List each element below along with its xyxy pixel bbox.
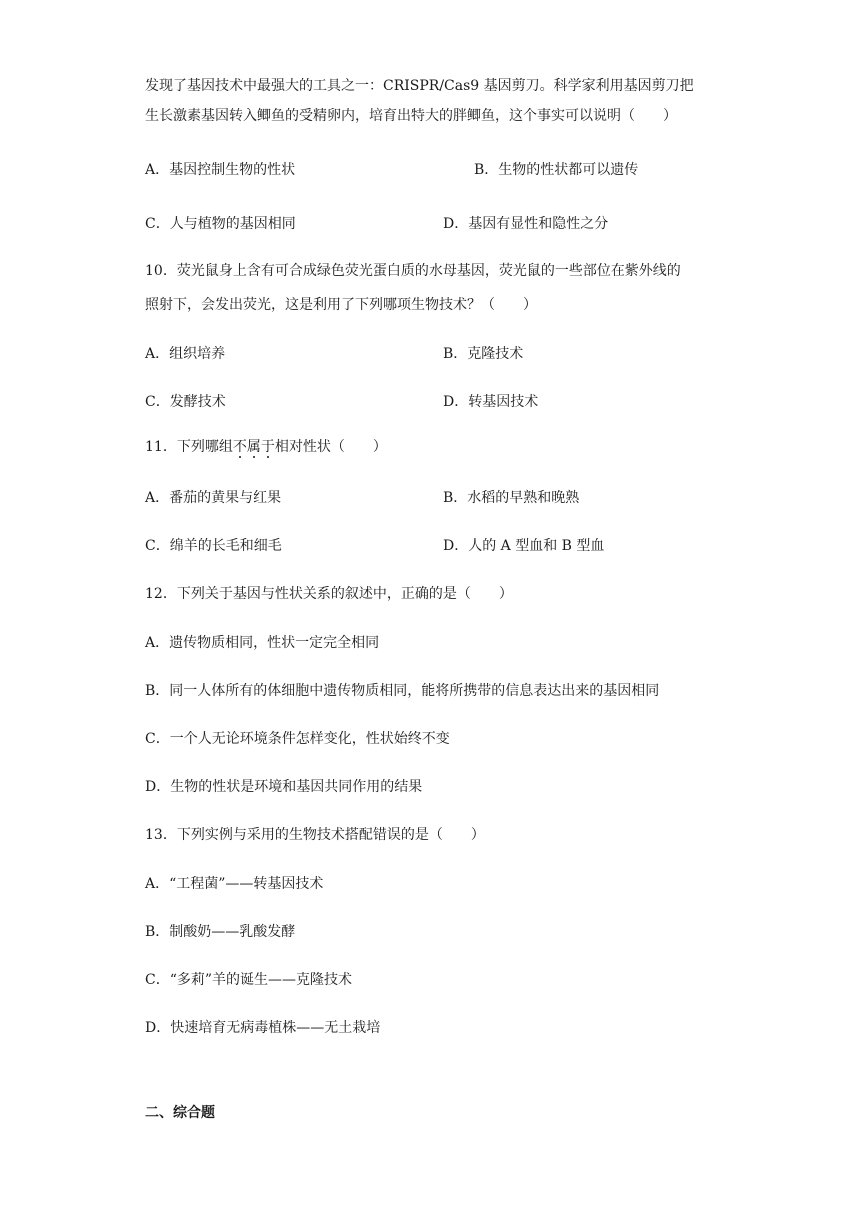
emphasis-dot xyxy=(239,456,241,458)
emphasis-dot xyxy=(253,456,255,458)
q9-stem-line1: 发现了基因技术中最强大的工具之一：CRISPR/Cas9 基因剪刀。科学家利用基因剪刀把 xyxy=(145,78,694,94)
q11-stem xyxy=(145,437,387,457)
q11-option-a: A．番茄的黄果与红果 xyxy=(145,490,282,506)
q10-stem-line1: 10．荧光鼠身上含有可合成绿色荧光蛋白质的水母基因，荧光鼠的一些部位在紫外线的 xyxy=(145,263,681,279)
q11-option-d: D．人的 A 型血和 B 型血 xyxy=(443,538,605,554)
q9-option-a: A．基因控制生物的性状 xyxy=(145,162,296,178)
q13-stem: 13．下列实例与采用的生物技术搭配错误的是（ ） xyxy=(145,827,485,843)
q12-option-a: A．遗传物质相同，性状一定完全相同 xyxy=(145,635,380,651)
q11-option-c: C．绵羊的长毛和细毛 xyxy=(145,538,282,554)
q9-option-b: B．生物的性状都可以遗传 xyxy=(474,162,639,178)
q10-option-b: B．克隆技术 xyxy=(443,346,524,362)
q11-stem-prefix: 11．下列哪组 xyxy=(145,439,233,455)
q9-option-d: D．基因有显性和隐性之分 xyxy=(443,216,609,232)
q13-option-c: C．“多莉”羊的诞生——克隆技术 xyxy=(145,972,353,988)
q13-option-b: B．制酸奶——乳酸发酵 xyxy=(145,924,296,940)
q11-emphasis-text: 不属于 xyxy=(232,439,275,455)
q12-option-d: D．生物的性状是环境和基因共同作用的结果 xyxy=(145,779,423,795)
section-heading: 二、综合题 xyxy=(145,1105,215,1121)
q10-option-d: D．转基因技术 xyxy=(443,394,539,410)
q10-option-a: A．组织培养 xyxy=(145,346,226,362)
q13-option-a: A．“工程菌”——转基因技术 xyxy=(145,876,324,892)
emphasis-dot xyxy=(267,456,269,458)
q12-option-c: C．一个人无论环境条件怎样变化，性状始终不变 xyxy=(145,731,450,747)
q13-option-d: D．快速培育无病毒植株——无土栽培 xyxy=(145,1020,381,1036)
q11-option-b: B．水稻的早熟和晚熟 xyxy=(443,490,580,506)
q12-option-b: B．同一人体所有的体细胞中遗传物质相同，能将所携带的信息表达出来的基因相同 xyxy=(145,683,660,699)
q11-stem-emphasis xyxy=(233,439,275,455)
q10-option-c: C．发酵技术 xyxy=(145,394,226,410)
q12-stem: 12．下列关于基因与性状关系的叙述中，正确的是（ ） xyxy=(145,586,513,602)
q10-stem-line2: 照射下，会发出荧光，这是利用了下列哪项生物技术？（ ） xyxy=(145,297,537,313)
q9-option-c: C．人与植物的基因相同 xyxy=(145,216,296,232)
q9-stem-line2: 生长激素基因转入鲫鱼的受精卵内，培育出特大的胖鲫鱼，这个事实可以说明（ ） xyxy=(145,108,677,124)
q11-stem-suffix: 相对性状（ ） xyxy=(274,439,387,455)
